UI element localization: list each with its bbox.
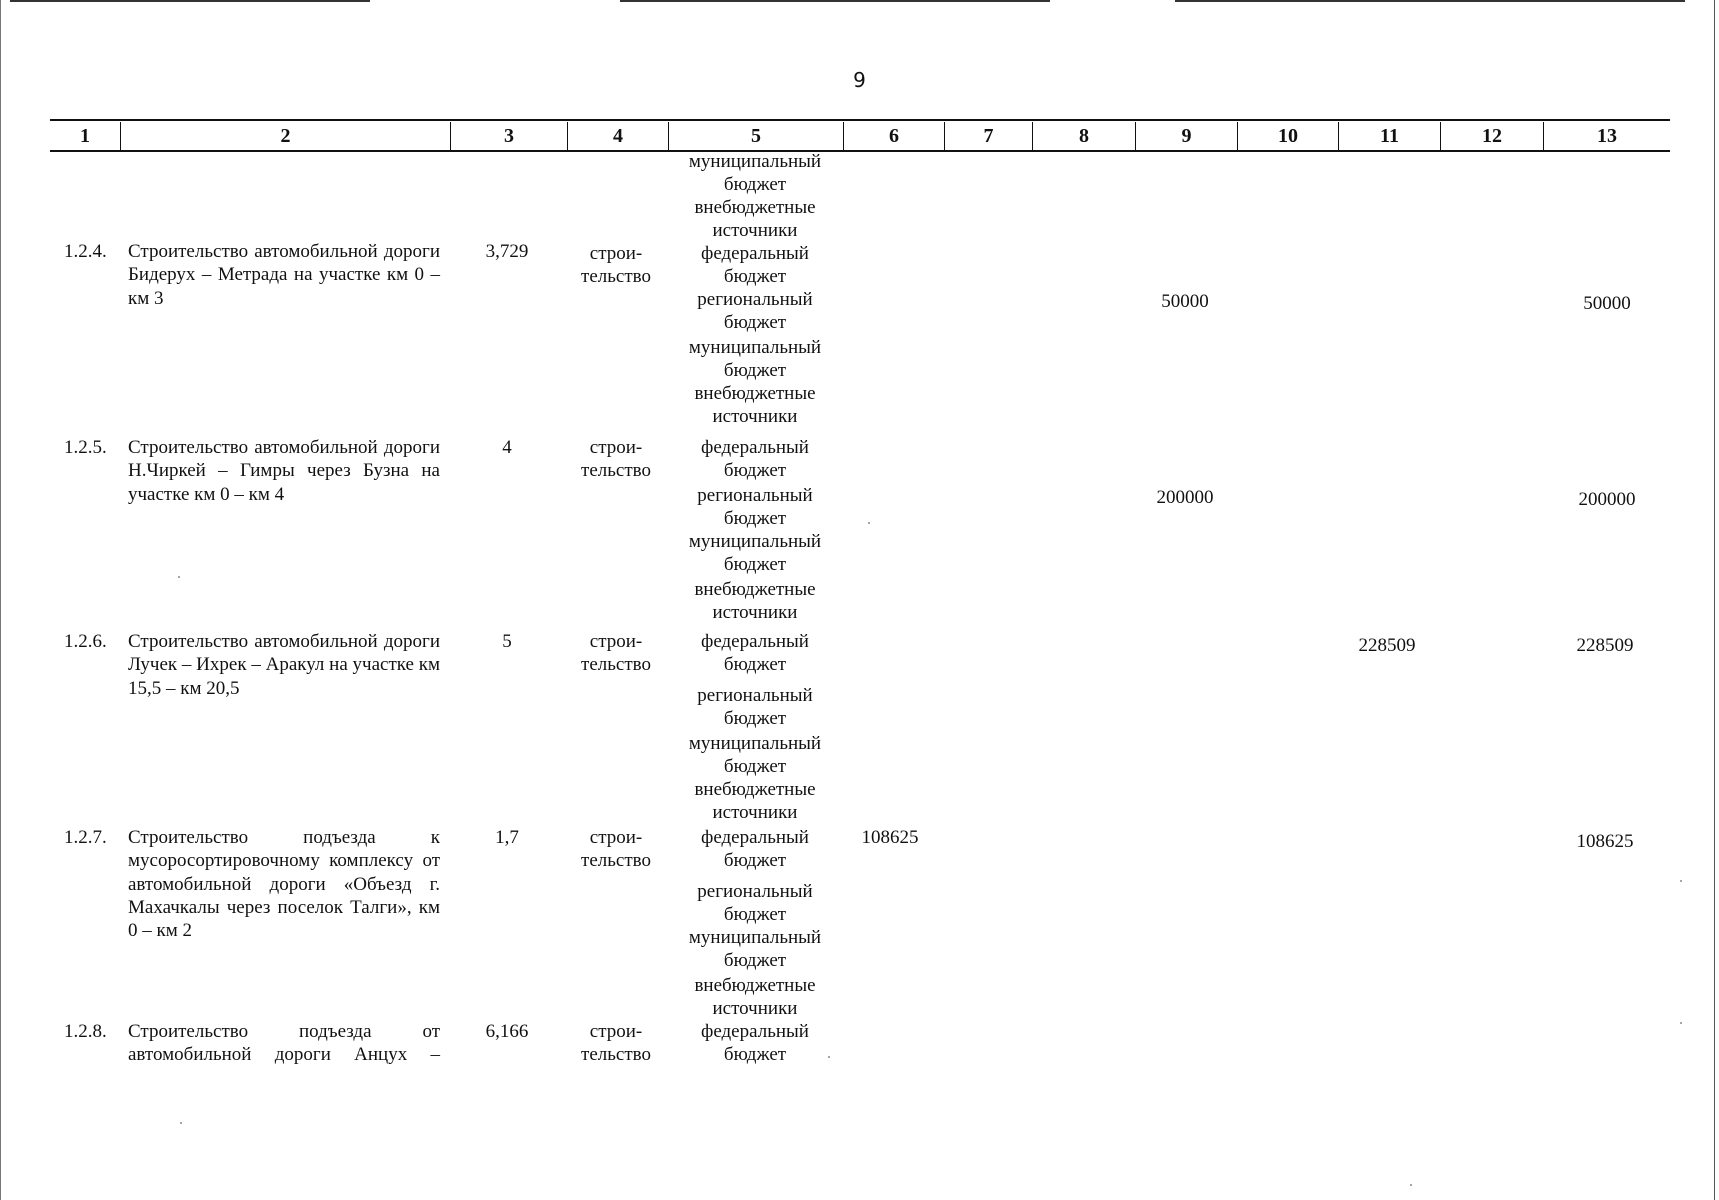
- column-header-12: 12: [1440, 122, 1543, 150]
- row-length: 6,166: [485, 1021, 529, 1042]
- funding-line: муниципальный бюджет: [688, 531, 822, 576]
- cell-col6: 108625: [861, 827, 919, 848]
- page-number: 9: [853, 68, 866, 92]
- funding-line: муниципальный бюджет: [688, 927, 822, 972]
- row-length: 5: [502, 631, 512, 652]
- funding-line: федеральный бюджет: [701, 1021, 809, 1066]
- scan-edge-line: [10, 0, 370, 2]
- column-header-10: 10: [1237, 122, 1338, 150]
- row-code: 1.2.4.: [64, 241, 107, 262]
- row-code: 1.2.5.: [64, 437, 107, 458]
- cell-col9: 200000: [1156, 487, 1214, 508]
- column-header-11: 11: [1338, 122, 1440, 150]
- row-description: Строительство автомобильной дороги Лучек – Ихрек – Аракул на участке км 15,5 – км 20,5: [128, 631, 440, 699]
- cell-col13: 228509: [1576, 635, 1634, 656]
- row-length: 4: [502, 437, 512, 458]
- funding-line: региональный бюджет: [697, 485, 813, 530]
- row-description: Строительство автомобильной дороги Бидерух – Метрада на участке км 0 – км 3: [128, 241, 440, 309]
- scan-speck: [1680, 1022, 1682, 1024]
- cell-col11: 228509: [1358, 635, 1416, 656]
- funding-line: федеральный бюджет: [701, 827, 809, 872]
- funding-line: муниципальный бюджет: [688, 151, 822, 196]
- funding-line: внебюджетные источники: [694, 197, 816, 242]
- row-code: 1.2.6.: [64, 631, 107, 652]
- funding-line: региональный бюджет: [697, 685, 813, 730]
- row-length: 3,729: [485, 241, 529, 262]
- row-length: 1,7: [495, 827, 519, 848]
- cell-col13: 108625: [1576, 831, 1634, 852]
- row-work-type: строи-тельство: [581, 1021, 651, 1066]
- funding-line: региональный бюджет: [697, 289, 813, 334]
- scan-speck: [1410, 1184, 1412, 1186]
- funding-line: региональный бюджет: [697, 881, 813, 926]
- funding-line: внебюджетные источники: [694, 579, 816, 624]
- funding-line: федеральный бюджет: [701, 631, 809, 676]
- scan-speck: [1680, 880, 1682, 882]
- row-description: Строительство подъезда к мусоросортировочному комплексу от автомобильной дороги «Объезд г. Махачкалы через поселок Талги», км 0 – км 2: [128, 827, 440, 942]
- cell-col13: 200000: [1578, 489, 1636, 510]
- header-top-rule: [50, 119, 1670, 121]
- column-header-6: 6: [843, 122, 944, 150]
- funding-line: муниципальный бюджет: [688, 337, 822, 382]
- funding-line: федеральный бюджет: [701, 437, 809, 482]
- scan-speck: [180, 1122, 182, 1124]
- row-description: Строительство подъезда от автомобильной дороги Анцух –: [128, 1021, 440, 1066]
- cell-col9: 50000: [1161, 291, 1209, 312]
- funding-line: внебюджетные источники: [694, 383, 816, 428]
- row-work-type: строи-тельство: [581, 243, 651, 288]
- funding-line: муниципальный бюджет: [688, 733, 822, 778]
- scan-edge-line: [0, 0, 1, 1200]
- scan-speck: [868, 522, 870, 524]
- column-header-4: 4: [567, 122, 668, 150]
- scan-speck: [178, 576, 180, 578]
- scan-edge-line: [620, 0, 1050, 2]
- column-header-7: 7: [944, 122, 1032, 150]
- scan-speck: [828, 1056, 830, 1058]
- row-work-type: строи-тельство: [581, 827, 651, 872]
- column-header-2: 2: [120, 122, 450, 150]
- column-header-9: 9: [1135, 122, 1237, 150]
- column-header-8: 8: [1032, 122, 1135, 150]
- header-bottom-rule: [50, 150, 1670, 152]
- cell-col13: 50000: [1583, 293, 1631, 314]
- row-code: 1.2.8.: [64, 1021, 107, 1042]
- scan-edge-line: [1175, 0, 1685, 2]
- row-work-type: строи-тельство: [581, 631, 651, 676]
- scan-edge-line: [1714, 0, 1715, 1200]
- row-work-type: строи-тельство: [581, 437, 651, 482]
- column-header-1: 1: [80, 125, 90, 147]
- column-header-3: 3: [450, 122, 567, 150]
- row-description: Строительство автомобильной дороги Н.Чиркей – Гимры через Бузна на участке км 0 – км 4: [128, 437, 440, 505]
- funding-line: внебюджетные источники: [694, 779, 816, 824]
- column-header-5: 5: [668, 122, 843, 150]
- funding-line: федеральный бюджет: [701, 243, 809, 288]
- funding-line: внебюджетные источники: [694, 975, 816, 1020]
- column-header-13: 13: [1543, 122, 1670, 150]
- row-code: 1.2.7.: [64, 827, 107, 848]
